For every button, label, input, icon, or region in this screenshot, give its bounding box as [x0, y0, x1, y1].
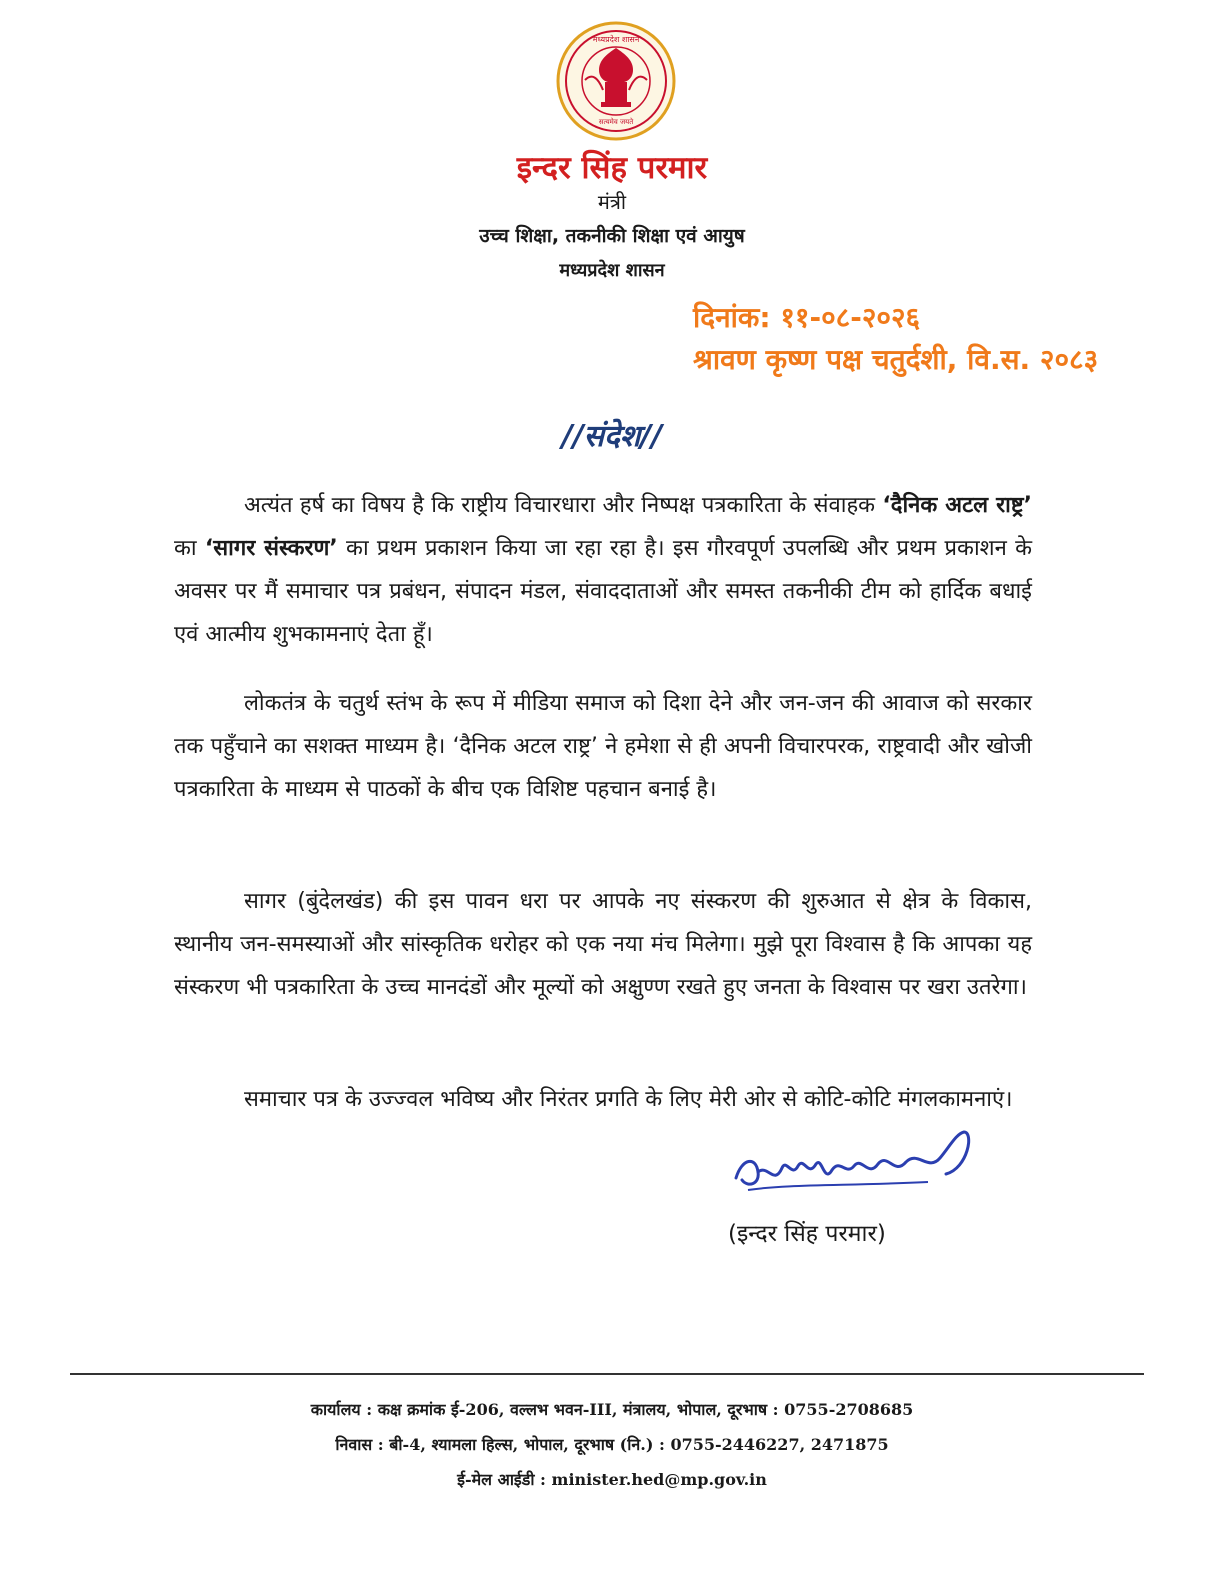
- email-id: ई-मेल आईडी : minister.hed@mp.gov.in: [457, 1470, 767, 1489]
- emblem-text-bottom: सत्यमेव जयते: [598, 118, 634, 126]
- department: उच्च शिक्षा, तकनीकी शिक्षा एवं आयुष: [479, 225, 745, 247]
- message-heading: //संदेश//: [561, 419, 663, 454]
- residence-address: निवास : बी-4, श्यामला हिल्स, भोपाल, दूरभाष (नि.) : 0755-2446227, 2471875: [335, 1435, 889, 1454]
- paragraph-2: लोकतंत्र के चतुर्थ स्तंभ के रूप में मीडिया समाज को दिशा देने और जन-जन की आवाज को सरकार तक पहुँचाने का सशक्त माध्यम है। ‘दैनिक अटल राष्ट्र’ ने हमेशा से ही अपनी विचारपरक, राष्ट्रवादी और खोजी पत्रकारिता के माध्यम से पाठकों के बीच एक विशिष्ट पहचान बनाई है।: [174, 691, 1032, 802]
- minister-name: इन्दर सिंह परमार: [516, 150, 708, 186]
- office-address: कार्यालय : कक्ष क्रमांक ई-206, वल्लभ भवन-III, मंत्रालय, भोपाल, दूरभाष : 0755-2708685: [310, 1400, 914, 1419]
- government: मध्यप्रदेश शासन: [559, 260, 665, 281]
- tithi-date: श्रावण कृष्ण पक्ष चतुर्दशी, वि.स. २०८३: [693, 343, 1099, 376]
- paragraph-1-text-c: का प्रथम प्रकाशन किया जा रहा रहा है। इस गौरवपूर्ण उपलब्धि और प्रथम प्रकाशन के अवसर पर मैं समाचार पत्र प्रबंधन, संपादन मंडल, संवाददाताओं और समस्त तकनीकी टीम को हार्दिक बधाई एवं आत्मीय शुभकामनाएं देता हूँ।: [174, 536, 1032, 647]
- designation: मंत्री: [597, 190, 627, 214]
- mp-government-emblem: [555, 20, 677, 142]
- paragraph-4: समाचार पत्र के उज्ज्वल भविष्य और निरंतर प्रगति के लिए मेरी ओर से कोटि-कोटि मंगलकामनाएं।: [244, 1087, 1013, 1112]
- paragraph-3: सागर (बुंदेलखंड) की इस पावन धरा पर आपके नए संस्करण की शुरुआत से क्षेत्र के विकास, स्थानीय जन-समस्याओं और सांस्कृतिक धरोहर को एक नया मंच मिलेगा। मुझे पूरा विश्वास है कि आपका यह संस्करण भी पत्रकारिता के उच्च मानदंडों और मूल्यों को अक्षुण्ण रखते हुए जनता के विश्वास पर खरा उतरेगा।: [174, 889, 1032, 1000]
- paragraph-1-text-b: का: [174, 536, 205, 561]
- emblem-text-top: मध्यप्रदेश शासन: [592, 35, 640, 44]
- edition-name: ‘सागर संस्करण’: [204, 536, 338, 561]
- footer-divider: [70, 1373, 1144, 1375]
- date: दिनांक: ११-०८-२०२६: [693, 301, 921, 334]
- newspaper-name: ‘दैनिक अटल राष्ट्र’: [882, 493, 1032, 518]
- paragraph-1: [174, 484, 1032, 656]
- handwritten-signature: [728, 1128, 988, 1198]
- paragraph-1-text-a: अत्यंत हर्ष का विषय है कि राष्ट्रीय विचारधारा और निष्पक्ष पत्रकारिता के संवाहक: [244, 493, 883, 518]
- signatory-name: (इन्दर सिंह परमार): [728, 1221, 886, 1247]
